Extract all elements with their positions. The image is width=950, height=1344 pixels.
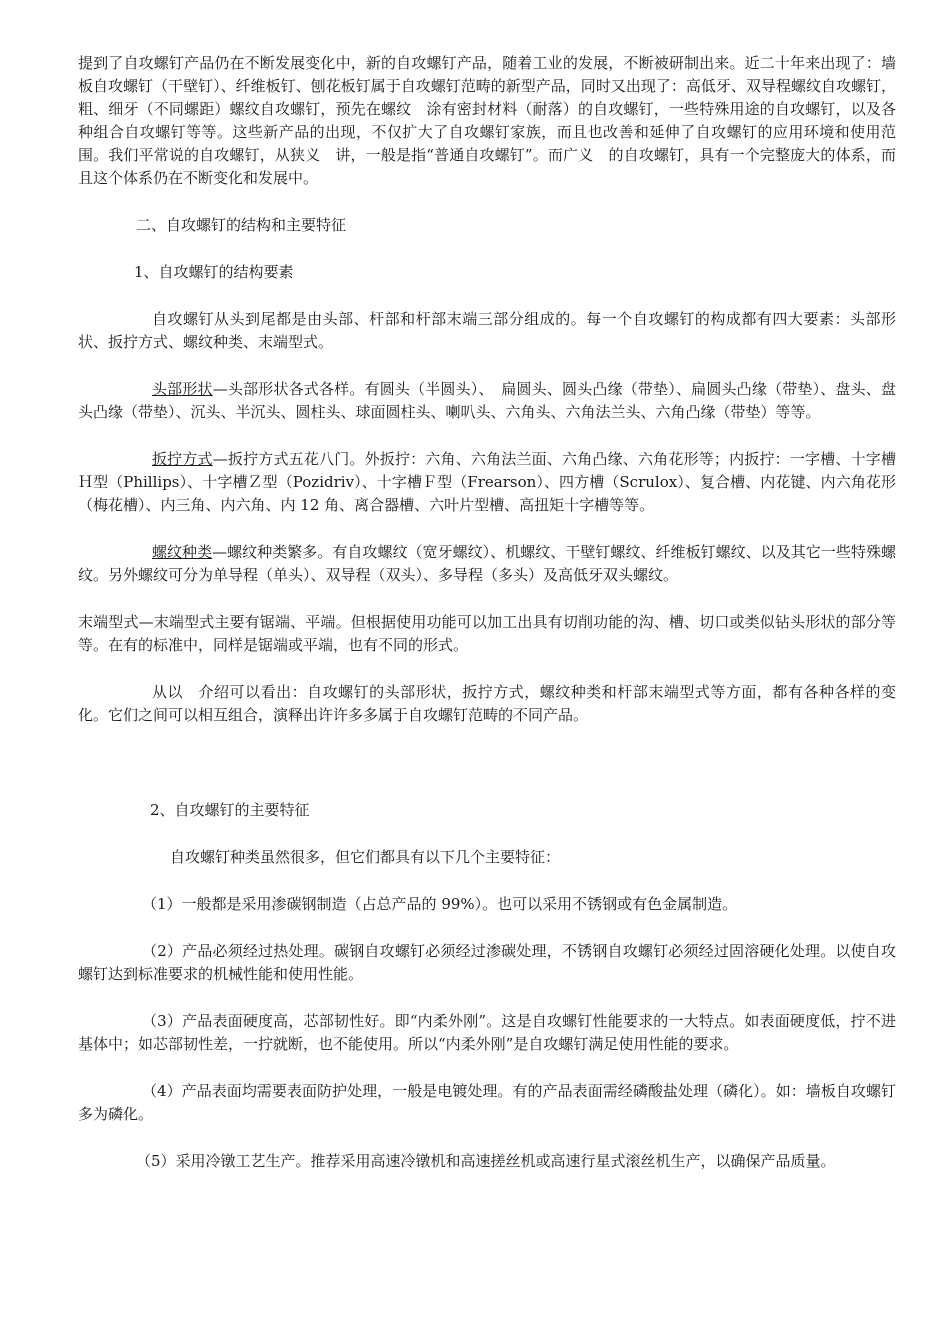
document-page xyxy=(78,52,896,1173)
spacer xyxy=(78,284,896,308)
spacer xyxy=(78,354,896,378)
spacer xyxy=(78,517,896,541)
thread-term: 螺纹种类 xyxy=(152,543,213,561)
drive-term: 扳拧方式 xyxy=(152,450,213,468)
feature-item: （1）一般都是采用渗碳钢制造（占总产品的 99%）。也可以采用不锈钢或有色金属制造。 xyxy=(142,895,738,913)
spacer xyxy=(78,869,896,893)
spacer xyxy=(78,190,896,214)
spacer xyxy=(78,727,896,799)
feature-item: （3）产品表面硬度高，芯部韧性好。即“内柔外刚”。这是自攻螺钉性能要求的一大特点。如表面硬度低，拧不进基体中；如芯部韧性差，一拧就断，也不能使用。所以“内柔外刚”是自攻螺钉满足使用性能的要求。 xyxy=(78,1012,896,1053)
thread-text: —螺纹种类繁多。有自攻螺纹（宽牙螺纹）、机螺纹、干壁钉螺纹、纤维板钉螺纹、以及其它一些特殊螺纹。另外螺纹可分为单导程（单头）、双导程（双头）、多导程（多头）及高低牙双头螺纹。 xyxy=(78,543,896,584)
drive-text: —扳拧方式五花八门。外扳拧：六角、六角法兰面、六角凸缘、六角花形等；内扳拧：一字槽、十字槽Ｈ型（Phillips）、十字槽Ｚ型（Pozidriv）、十字槽Ｆ型（Frearson）、四方槽（Scrulox）、复合槽、内花键、内六角花形（梅花槽）、内三角、内六角、内 12 角、离合器槽、六叶片型槽、高扭矩十字槽等等。 xyxy=(78,450,896,514)
spacer xyxy=(78,424,896,448)
section-heading: 二、自攻螺钉的结构和主要特征 xyxy=(136,216,347,234)
spacer xyxy=(78,1126,896,1150)
summary-paragraph: 从以 介绍可以看出：自攻螺钉的头部形状，扳拧方式，螺纹种类和杆部末端型式等方面，都有各种各样的变化。它们之间可以相互组合，演释出许许多多属于自攻螺钉范畴的不同产品。 xyxy=(78,683,896,724)
spacer xyxy=(78,1056,896,1080)
intro-paragraph: 提到了自攻螺钉产品仍在不断发展变化中，新的自攻螺钉产品，随着工业的发展，不断被研制出来。近二十年来出现了：墙板自攻螺钉（干壁钉）、纤维板钉、刨花板钉属于自攻螺钉范畴的新型产品，同时又出现了：高低牙、双导程螺纹自攻螺钉，粗、细牙（不同螺距）螺纹自攻螺钉，预先在螺纹 涂有密封材料（耐落）的自攻螺钉，一些特殊用途的自攻螺钉，以及各种组合自攻螺钉等等。这些新产品的出现，不仅扩大了自攻螺钉家族，而且也改善和延伸了自攻螺钉的应用环境和使用范围。我们平常说的自攻螺钉，从狭义 讲，一般是指“普通自攻螺钉”。而广义 的自攻螺钉，具有一个完整庞大的体系，而且这个体系仍在不断变化和发展中。 xyxy=(78,54,896,187)
feature-item: （2）产品必须经过热处理。碳钢自攻螺钉必须经过渗碳处理，不锈钢自攻螺钉必须经过固溶硬化处理。以使自攻螺钉达到标准要求的机械性能和使用性能。 xyxy=(78,942,896,983)
feature-item: （5）采用冷镦工艺生产。推荐采用高速冷镦机和高速搓丝机或高速行星式滚丝机生产，以确保产品质量。 xyxy=(136,1152,836,1170)
subsection-heading-structure: 1、自攻螺钉的结构要素 xyxy=(134,263,294,281)
features-intro-paragraph: 自攻螺钉种类虽然很多，但它们都具有以下几个主要特征： xyxy=(170,848,561,866)
spacer xyxy=(78,657,896,681)
thread-paragraph xyxy=(78,541,896,587)
structure-intro-paragraph: 自攻螺钉从头到尾都是由头部、杆部和杆部末端三部分组成的。每一个自攻螺钉的构成都有四大要素：头部形状、扳拧方式、螺纹种类、末端型式。 xyxy=(78,310,896,351)
head-shape-term: 头部形状 xyxy=(152,380,213,398)
subsection-heading-features: 2、自攻螺钉的主要特征 xyxy=(150,801,310,819)
spacer xyxy=(78,986,896,1010)
spacer xyxy=(78,587,896,611)
end-type-paragraph: 末端型式—末端型式主要有锯端、平端。但根据使用功能可以加工出具有切削功能的沟、槽、切口或类似钻头形状的部分等等。在有的标准中，同样是锯端或平端，也有不同的形式。 xyxy=(78,613,896,654)
spacer xyxy=(78,916,896,940)
spacer xyxy=(78,822,896,846)
head-shape-text: —头部形状各式各样。有圆头（半圆头）、 扁圆头、圆头凸缘（带垫）、扁圆头凸缘（带垫）、盘头、盘头凸缘（带垫）、沉头、半沉头、圆柱头、球面圆柱头、喇叭头、六角头、六角法兰头、六角凸缘（带垫）等等。 xyxy=(78,380,896,421)
drive-paragraph xyxy=(78,448,896,517)
head-shape-paragraph xyxy=(78,378,896,424)
spacer xyxy=(78,237,896,261)
feature-item: （4）产品表面均需要表面防护处理，一般是电镀处理。有的产品表面需经磷酸盐处理（磷化）。如：墙板自攻螺钉多为磷化。 xyxy=(78,1082,896,1123)
